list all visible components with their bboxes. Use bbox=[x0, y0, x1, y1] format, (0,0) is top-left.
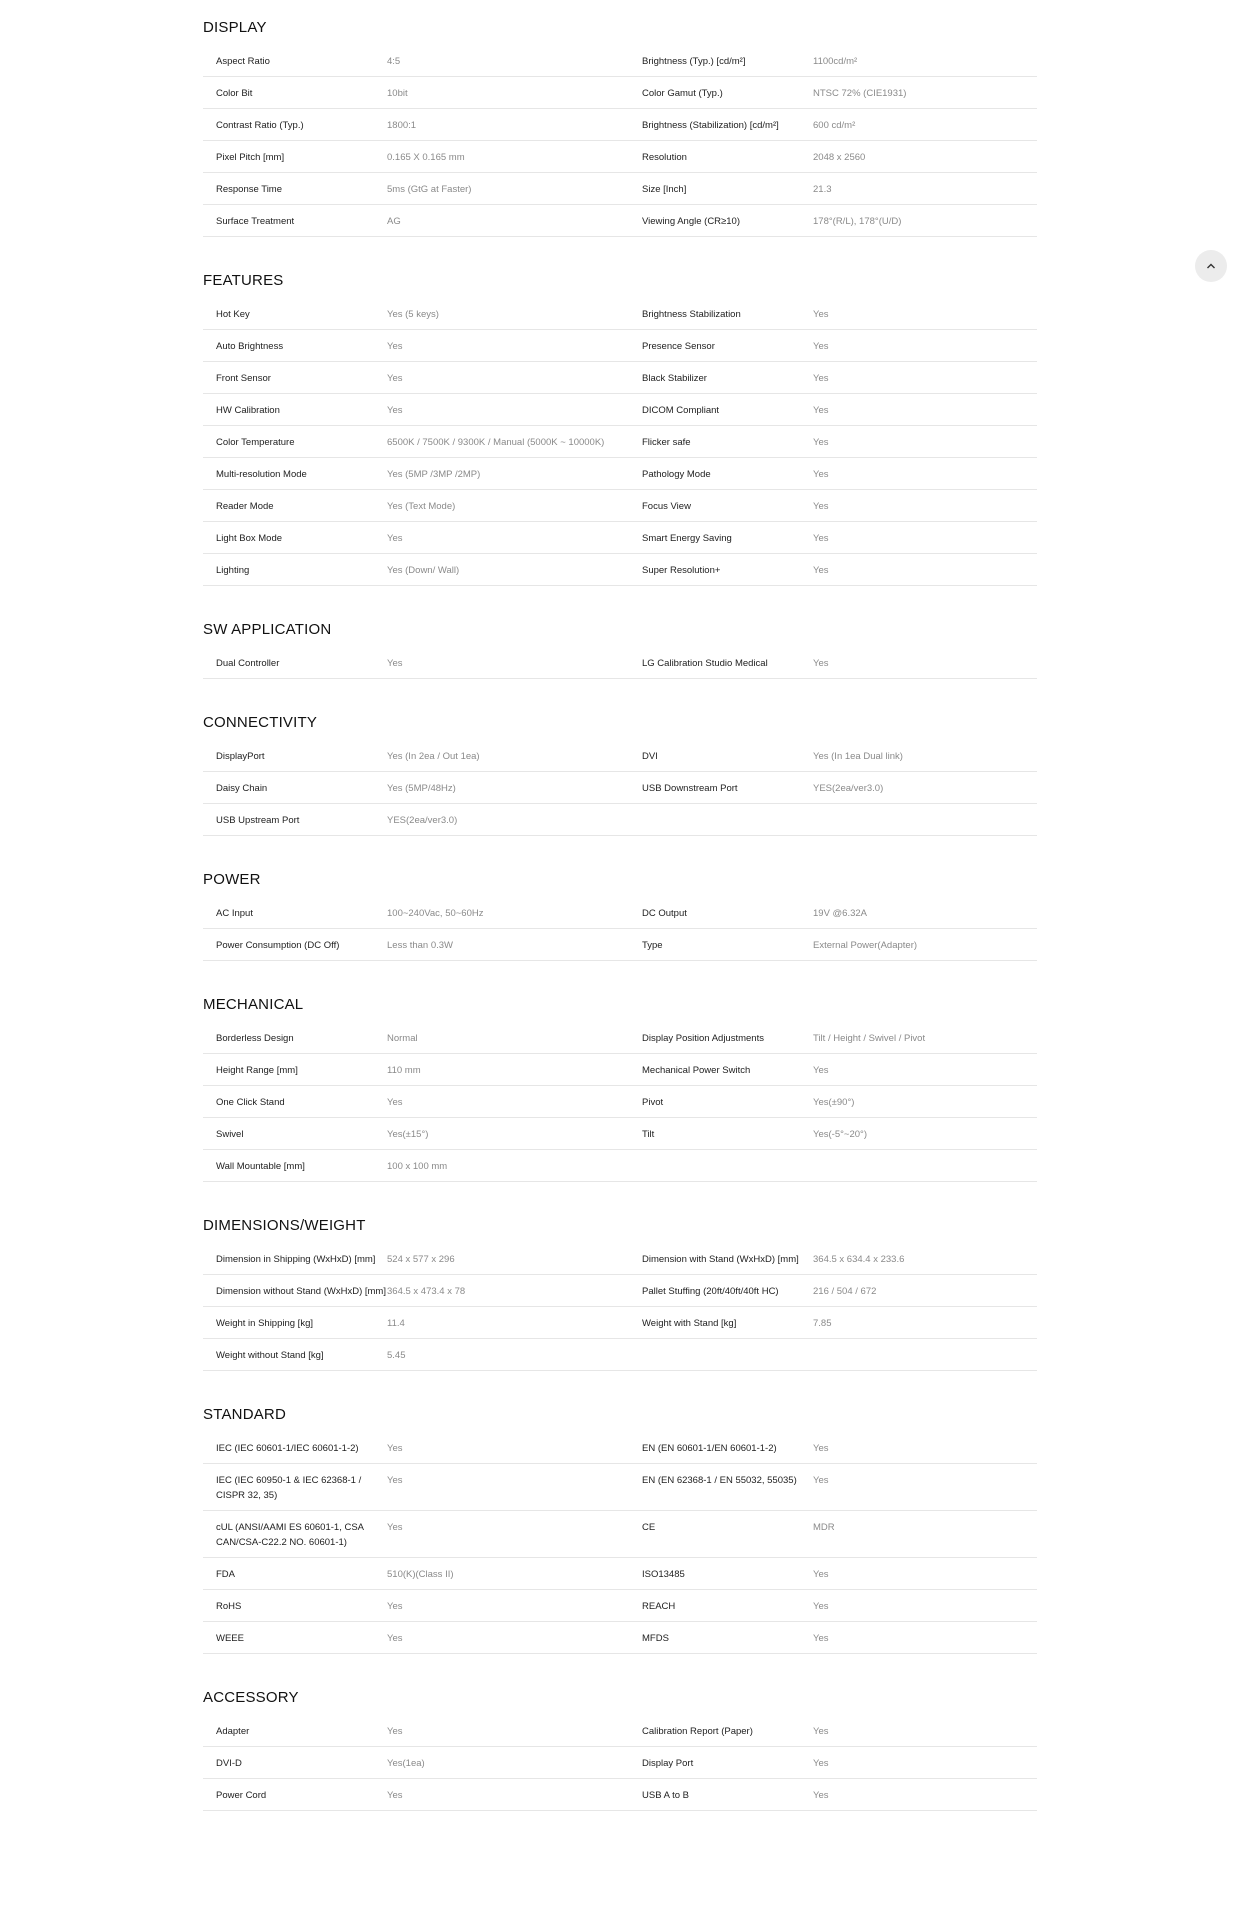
spec-label: DVI bbox=[642, 751, 658, 762]
spec-value: Yes bbox=[387, 373, 403, 384]
spec-label: Hot Key bbox=[216, 309, 250, 320]
spec-label: Presence Sensor bbox=[642, 341, 715, 352]
spec-value: Yes bbox=[387, 1633, 403, 1644]
spec-label: Weight in Shipping [kg] bbox=[216, 1318, 313, 1329]
spec-value: Yes (5MP /3MP /2MP) bbox=[387, 469, 481, 480]
spec-label bbox=[629, 1159, 813, 1174]
spec-value: 110 mm bbox=[387, 1065, 421, 1076]
spec-row bbox=[203, 1715, 1037, 1747]
spec-value: Yes bbox=[813, 1633, 829, 1644]
spec-row bbox=[203, 490, 1037, 522]
spec-value: Yes bbox=[813, 1726, 829, 1737]
spec-value: 178°(R/L), 178°(U/D) bbox=[813, 216, 902, 227]
spec-value: Yes (Down/ Wall) bbox=[387, 565, 460, 576]
spec-value: Yes (Text Mode) bbox=[387, 501, 456, 512]
spec-label: Light Box Mode bbox=[216, 533, 283, 544]
spec-value: 5.45 bbox=[387, 1350, 406, 1361]
spec-label: One Click Stand bbox=[216, 1097, 285, 1108]
spec-value: 5ms (GtG at Faster) bbox=[387, 184, 472, 195]
section-title: POWER bbox=[203, 871, 261, 888]
spec-row bbox=[203, 740, 1037, 772]
spec-row bbox=[203, 205, 1037, 237]
spec-label: Front Sensor bbox=[216, 373, 271, 384]
spec-value: MDR bbox=[813, 1522, 835, 1533]
spec-label: EN (EN 62368-1 / EN 55032, 55035) bbox=[642, 1475, 797, 1486]
spec-table bbox=[203, 1243, 1037, 1371]
spec-label: Adapter bbox=[216, 1726, 250, 1737]
spec-row bbox=[203, 1747, 1037, 1779]
spec-value: YES(2ea/ver3.0) bbox=[813, 783, 884, 794]
spec-value: 100~240Vac, 50~60Hz bbox=[387, 908, 484, 919]
spec-label: IEC (IEC 60601-1/IEC 60601-1-2) bbox=[216, 1443, 359, 1454]
spec-row bbox=[203, 394, 1037, 426]
spec-label: Viewing Angle (CR≥10) bbox=[642, 216, 740, 227]
spec-section-power bbox=[203, 852, 1037, 961]
spec-label: Swivel bbox=[216, 1129, 244, 1140]
spec-row bbox=[203, 1275, 1037, 1307]
spec-label: Color Bit bbox=[216, 88, 253, 99]
spec-value: NTSC 72% (CIE1931) bbox=[813, 88, 907, 99]
spec-value: Yes bbox=[813, 373, 829, 384]
spec-row bbox=[203, 897, 1037, 929]
spec-label: DisplayPort bbox=[216, 751, 265, 762]
spec-value: Yes bbox=[813, 1758, 829, 1769]
spec-value: 216 / 504 / 672 bbox=[813, 1286, 877, 1297]
spec-row bbox=[203, 647, 1037, 679]
spec-section-features bbox=[203, 253, 1037, 586]
spec-row bbox=[203, 1779, 1037, 1811]
spec-value: 7.85 bbox=[813, 1318, 832, 1329]
spec-section-sw-application bbox=[203, 602, 1037, 679]
spec-value: Yes (In 1ea Dual link) bbox=[813, 751, 903, 762]
spec-label: Pivot bbox=[642, 1097, 664, 1108]
spec-label: FDA bbox=[216, 1569, 235, 1580]
spec-row bbox=[203, 109, 1037, 141]
spec-label: Mechanical Power Switch bbox=[642, 1065, 751, 1076]
spec-label: Dimension in Shipping (WxHxD) [mm] bbox=[216, 1254, 376, 1265]
spec-label: Brightness (Typ.) [cd/m²] bbox=[642, 56, 746, 67]
spec-row bbox=[203, 362, 1037, 394]
spec-section-connectivity bbox=[203, 695, 1037, 836]
spec-value: 600 cd/m² bbox=[813, 120, 856, 131]
spec-label: Aspect Ratio bbox=[216, 56, 270, 67]
spec-label: HW Calibration bbox=[216, 405, 280, 416]
section-title: DIMENSIONS/WEIGHT bbox=[203, 1217, 366, 1234]
spec-value: 2048 x 2560 bbox=[813, 152, 866, 163]
spec-row bbox=[203, 141, 1037, 173]
spec-label: IEC (IEC 60950-1 & IEC 62368-1 / CISPR 32, 35) bbox=[216, 1475, 362, 1501]
spec-value: Yes (5 keys) bbox=[387, 309, 439, 320]
spec-section-dimensions-weight bbox=[203, 1198, 1037, 1371]
spec-value bbox=[813, 813, 1037, 828]
spec-value: 364.5 x 634.4 x 233.6 bbox=[813, 1254, 905, 1265]
spec-value: Yes bbox=[813, 533, 829, 544]
spec-label: Borderless Design bbox=[216, 1033, 294, 1044]
spec-label: Surface Treatment bbox=[216, 216, 295, 227]
spec-row bbox=[203, 173, 1037, 205]
spec-value: Normal bbox=[387, 1033, 418, 1044]
spec-value: Yes bbox=[813, 1601, 829, 1612]
spec-label: Daisy Chain bbox=[216, 783, 268, 794]
chevron-up-icon bbox=[1205, 260, 1217, 272]
spec-value: Yes bbox=[813, 1790, 829, 1801]
spec-value: Yes bbox=[813, 1569, 829, 1580]
spec-value: Yes(±90°) bbox=[813, 1097, 855, 1108]
spec-label: Weight with Stand [kg] bbox=[642, 1318, 737, 1329]
spec-value: Yes bbox=[387, 658, 403, 669]
spec-value: Yes bbox=[387, 1790, 403, 1801]
spec-value: Yes bbox=[387, 1601, 403, 1612]
spec-value: 21.3 bbox=[813, 184, 832, 195]
spec-label: Color Temperature bbox=[216, 437, 295, 448]
spec-row bbox=[203, 1622, 1037, 1654]
spec-label: Multi-resolution Mode bbox=[216, 469, 307, 480]
spec-table bbox=[203, 897, 1037, 961]
spec-value: 0.165 X 0.165 mm bbox=[387, 152, 465, 163]
spec-value: Yes bbox=[813, 565, 829, 576]
spec-label: Lighting bbox=[216, 565, 250, 576]
spec-row bbox=[203, 522, 1037, 554]
spec-section-accessory bbox=[203, 1670, 1037, 1811]
spec-table bbox=[203, 740, 1037, 836]
spec-label: Focus View bbox=[642, 501, 691, 512]
spec-value: Less than 0.3W bbox=[387, 940, 454, 951]
spec-value: Yes bbox=[387, 341, 403, 352]
spec-value: Yes bbox=[813, 1443, 829, 1454]
spec-label: Power Consumption (DC Off) bbox=[216, 940, 340, 951]
spec-label: Power Cord bbox=[216, 1790, 267, 1801]
spec-value: Yes bbox=[813, 1475, 829, 1486]
spec-value: Yes (5MP/48Hz) bbox=[387, 783, 456, 794]
section-title: SW APPLICATION bbox=[203, 621, 332, 638]
spec-table bbox=[203, 1715, 1037, 1811]
spec-row bbox=[203, 458, 1037, 490]
spec-label: Type bbox=[642, 940, 663, 951]
spec-section-display bbox=[203, 0, 1037, 237]
section-title: ACCESSORY bbox=[203, 1689, 299, 1706]
spec-row bbox=[203, 1150, 1037, 1182]
spec-row bbox=[203, 1432, 1037, 1464]
spec-value: 19V @6.32A bbox=[813, 908, 868, 919]
spec-value: Yes bbox=[813, 437, 829, 448]
spec-row bbox=[203, 1339, 1037, 1371]
spec-value: Yes bbox=[813, 1065, 829, 1076]
spec-label: Pallet Stuffing (20ft/40ft/40ft HC) bbox=[642, 1286, 779, 1297]
spec-value: Yes bbox=[813, 341, 829, 352]
spec-label: Black Stabilizer bbox=[642, 373, 707, 384]
spec-label: cUL (ANSI/AAMI ES 60601-1, CSA CAN/CSA-C22.2 NO. 60601-1) bbox=[216, 1522, 364, 1548]
spec-row bbox=[203, 77, 1037, 109]
spec-value: 1100cd/m² bbox=[813, 56, 858, 67]
spec-value: 100 x 100 mm bbox=[387, 1161, 448, 1172]
spec-label: Size [Inch] bbox=[642, 184, 687, 195]
spec-row bbox=[203, 426, 1037, 458]
spec-value: Yes bbox=[387, 1522, 403, 1533]
spec-label: Weight without Stand [kg] bbox=[216, 1350, 324, 1361]
spec-value: Yes bbox=[387, 1475, 403, 1486]
spec-value: Yes bbox=[387, 1097, 403, 1108]
spec-row bbox=[203, 1590, 1037, 1622]
spec-label: Super Resolution+ bbox=[642, 565, 721, 576]
spec-row bbox=[203, 1118, 1037, 1150]
spec-row bbox=[203, 554, 1037, 586]
spec-value: 4:5 bbox=[387, 56, 401, 67]
spec-value: 364.5 x 473.4 x 78 bbox=[387, 1286, 466, 1297]
spec-value: 510(K)(Class II) bbox=[387, 1569, 454, 1580]
spec-row bbox=[203, 1307, 1037, 1339]
spec-value: Tilt / Height / Swivel / Pivot bbox=[813, 1033, 926, 1044]
spec-label: ISO13485 bbox=[642, 1569, 685, 1580]
spec-value: Yes bbox=[387, 1443, 403, 1454]
spec-label: Resolution bbox=[642, 152, 687, 163]
spec-value: 1800:1 bbox=[387, 120, 417, 131]
spec-label: Display Position Adjustments bbox=[642, 1033, 764, 1044]
spec-label: WEEE bbox=[216, 1633, 244, 1644]
spec-label: Calibration Report (Paper) bbox=[642, 1726, 753, 1737]
spec-row bbox=[203, 330, 1037, 362]
spec-label: DVI-D bbox=[216, 1758, 242, 1769]
spec-value: 10bit bbox=[387, 88, 408, 99]
spec-sheet bbox=[203, 0, 1037, 1811]
spec-value bbox=[813, 1348, 1037, 1363]
spec-label: DC Output bbox=[642, 908, 687, 919]
spec-value: 524 x 577 x 296 bbox=[387, 1254, 455, 1265]
spec-label: CE bbox=[642, 1522, 656, 1533]
spec-table bbox=[203, 1022, 1037, 1182]
spec-value: AG bbox=[387, 216, 401, 227]
spec-label bbox=[629, 813, 813, 828]
spec-label: Dimension with Stand (WxHxD) [mm] bbox=[642, 1254, 799, 1265]
spec-row bbox=[203, 1511, 1037, 1558]
scroll-to-top-button[interactable] bbox=[1195, 250, 1227, 282]
spec-label: Response Time bbox=[216, 184, 283, 195]
spec-table bbox=[203, 1432, 1037, 1654]
spec-label: Brightness Stabilization bbox=[642, 309, 741, 320]
spec-value: 6500K / 7500K / 9300K / Manual (5000K ~ 10000K) bbox=[387, 437, 605, 448]
spec-label: LG Calibration Studio Medical bbox=[642, 658, 768, 669]
spec-label: Dimension without Stand (WxHxD) [mm] bbox=[216, 1286, 386, 1297]
spec-value: YES(2ea/ver3.0) bbox=[387, 815, 458, 826]
spec-value: Yes(1ea) bbox=[387, 1758, 425, 1769]
spec-label: Smart Energy Saving bbox=[642, 533, 732, 544]
section-title: DISPLAY bbox=[203, 19, 267, 36]
section-title: CONNECTIVITY bbox=[203, 714, 318, 731]
spec-row bbox=[203, 804, 1037, 836]
spec-value: Yes bbox=[387, 1726, 403, 1737]
spec-label: Dual Controller bbox=[216, 658, 280, 669]
spec-value: Yes bbox=[813, 405, 829, 416]
section-title: STANDARD bbox=[203, 1406, 286, 1423]
spec-label: Pixel Pitch [mm] bbox=[216, 152, 285, 163]
spec-value: Yes bbox=[387, 405, 403, 416]
spec-label: USB Upstream Port bbox=[216, 815, 300, 826]
spec-label: USB A to B bbox=[642, 1790, 689, 1801]
section-title: MECHANICAL bbox=[203, 996, 304, 1013]
spec-label: RoHS bbox=[216, 1601, 242, 1612]
spec-row bbox=[203, 772, 1037, 804]
spec-value: Yes (In 2ea / Out 1ea) bbox=[387, 751, 480, 762]
spec-row bbox=[203, 1022, 1037, 1054]
spec-value: Yes bbox=[387, 533, 403, 544]
spec-label: Pathology Mode bbox=[642, 469, 711, 480]
spec-table bbox=[203, 298, 1037, 586]
spec-value: Yes bbox=[813, 658, 829, 669]
spec-row bbox=[203, 929, 1037, 961]
spec-label: Wall Mountable [mm] bbox=[216, 1161, 305, 1172]
section-title: FEATURES bbox=[203, 272, 284, 289]
spec-label: AC Input bbox=[216, 908, 253, 919]
spec-value: 11.4 bbox=[387, 1318, 405, 1329]
spec-label bbox=[629, 1348, 813, 1363]
spec-value bbox=[813, 1159, 1037, 1174]
spec-row bbox=[203, 1558, 1037, 1590]
spec-label: USB Downstream Port bbox=[642, 783, 738, 794]
spec-label: Auto Brightness bbox=[216, 341, 284, 352]
spec-label: Contrast Ratio (Typ.) bbox=[216, 120, 304, 131]
spec-label: Display Port bbox=[642, 1758, 694, 1769]
spec-value: Yes bbox=[813, 501, 829, 512]
spec-value: Yes bbox=[813, 469, 829, 480]
spec-section-standard bbox=[203, 1387, 1037, 1654]
spec-row bbox=[203, 1243, 1037, 1275]
spec-label: Reader Mode bbox=[216, 501, 274, 512]
spec-label: Flicker safe bbox=[642, 437, 691, 448]
spec-label: EN (EN 60601-1/EN 60601-1-2) bbox=[642, 1443, 777, 1454]
spec-label: Height Range [mm] bbox=[216, 1065, 298, 1076]
spec-row bbox=[203, 1054, 1037, 1086]
spec-row bbox=[203, 1464, 1037, 1511]
spec-value: Yes(±15°) bbox=[387, 1129, 429, 1140]
spec-label: MFDS bbox=[642, 1633, 669, 1644]
spec-value: Yes(-5°~20°) bbox=[813, 1129, 867, 1140]
spec-label: Color Gamut (Typ.) bbox=[642, 88, 723, 99]
spec-table bbox=[203, 45, 1037, 237]
spec-value: Yes bbox=[813, 309, 829, 320]
spec-section-mechanical bbox=[203, 977, 1037, 1182]
spec-row bbox=[203, 45, 1037, 77]
spec-row bbox=[203, 298, 1037, 330]
spec-row bbox=[203, 1086, 1037, 1118]
spec-label: DICOM Compliant bbox=[642, 405, 720, 416]
spec-table bbox=[203, 647, 1037, 679]
spec-label: REACH bbox=[642, 1601, 676, 1612]
spec-value: External Power(Adapter) bbox=[813, 940, 918, 951]
spec-label: Tilt bbox=[642, 1129, 655, 1140]
spec-label: Brightness (Stabilization) [cd/m²] bbox=[642, 120, 779, 131]
